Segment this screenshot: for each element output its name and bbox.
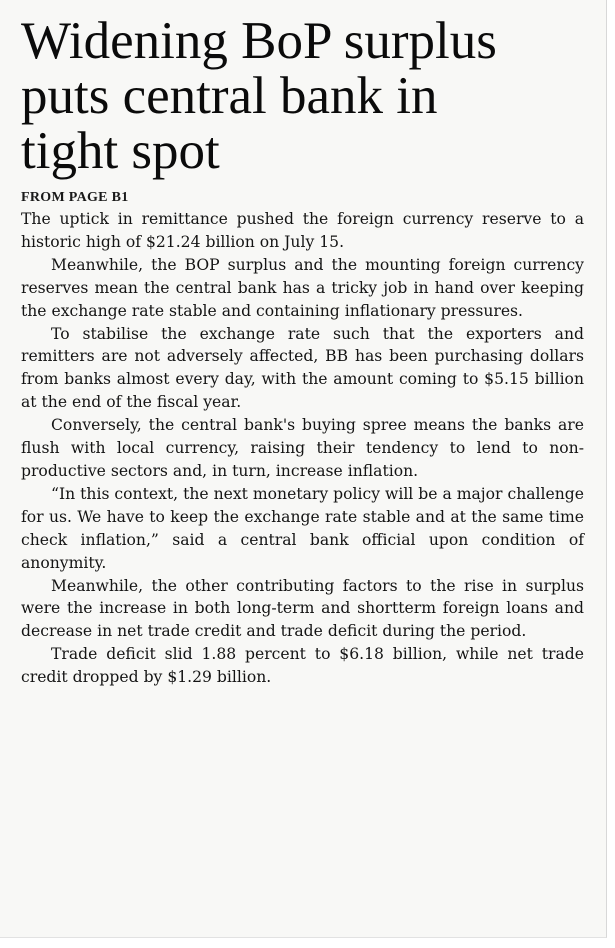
body-paragraph: Conversely, the central bank's buying spree means the banks are flush with local currency, raising their tendency to lend to non-productive sectors and, in turn, increase inflation. (21, 416, 584, 480)
jump-line: FROM PAGE B1 (21, 190, 129, 205)
body-paragraph: To stabilise the exchange rate such that the exporters and remitters are not adversely affected, BB has been purchasing dollars from banks almost every day, with the amount coming to $5.15 billion at the end of the fiscal year. (21, 324, 584, 412)
body-paragraph: Trade deficit slid 1.88 percent to $6.18 billion, while net trade credit dropped by $1.29 billion. (21, 645, 584, 687)
headline-line: puts central bank in (21, 67, 438, 125)
headline-line: Widening BoP surplus (21, 12, 497, 70)
headline (21, 14, 584, 179)
body-paragraph: Meanwhile, the BOP surplus and the mounting foreign currency reserves mean the central bank has a tricky job in hand over keeping the exchange rate stable and containing inflationary pressures. (21, 255, 584, 320)
body-paragraph: The uptick in remittance pushed the foreign currency reserve to a historic high of $21.24 billion on July 15. (21, 210, 584, 251)
headline-line: tight spot (21, 122, 220, 180)
body-paragraph: Meanwhile, the other contributing factors to the rise in surplus were the increase in both long-term and shortterm foreign loans and decrease in net trade credit and trade deficit during the period. (21, 576, 584, 641)
body-paragraph: “In this context, the next monetary policy will be a major challenge for us. We have to keep the exchange rate stable and at the same time check inflation,” said a central bank official upon condition of anonymity. (21, 484, 584, 572)
article-body (21, 208, 584, 689)
